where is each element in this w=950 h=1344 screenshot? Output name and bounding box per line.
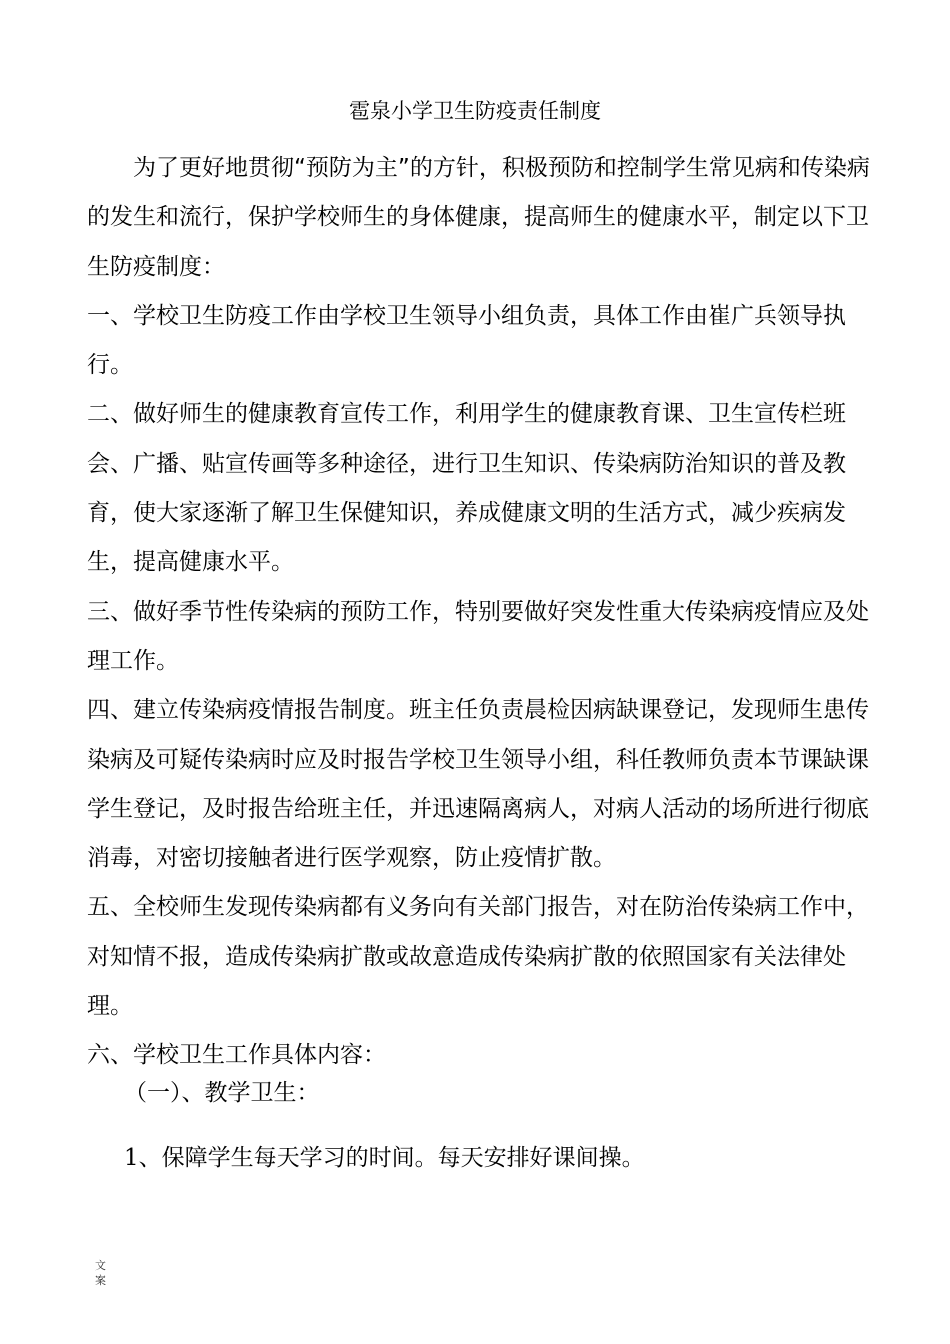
footer-mark: 文案 — [95, 1259, 106, 1287]
list-item — [124, 1136, 645, 1180]
section-paragraph: 四、建立传染病疫情报告制度。班主任负责晨检因病缺课登记，发现师生患传染病及可疑传染病时应及时报告学校卫生领导小组，科任教师负责本节课缺课学生登记，及时报告给班主任，并迅速隔离病人，对病人活动的场所进行彻底消毒，对密切接触者进行医学观察，防止疫情扩散。 — [87, 697, 869, 872]
intro-paragraph: 为了更好地贯彻“预防为主”的方针，积极预防和控制学生常见病和传染病的发生和流行，保护学校师生的身体健康，提高师生的健康水平，制定以下卫生防疫制度： — [87, 155, 870, 280]
section-paragraph: 一、学校卫生防疫工作由学校卫生领导小组负责，具体工作由崔广兵领导执行。 — [87, 302, 846, 379]
section-paragraph: 六、学校卫生工作具体内容： — [87, 1042, 386, 1069]
section-paragraph: 三、做好季节性传染病的预防工作，特别要做好突发性重大传染病疫情应及处理工作。 — [87, 598, 869, 674]
section-paragraph: 五、全校师生发现传染病都有义务向有关部门报告，对在防治传染病工作中，对知情不报，造成传染病扩散或故意造成传染病扩散的依照国家有关法律处理。 — [87, 894, 869, 1020]
list-item-text: 、保障学生每天学习的时间。每天安排好课间操。 — [138, 1145, 645, 1171]
document-body — [87, 144, 872, 1081]
document-title: 雹泉小学卫生防疫责任制度 — [349, 99, 601, 123]
subheading: （一）、教学卫生： — [124, 1080, 320, 1106]
section-paragraph: 二、做好师生的健康教育宣传工作，利用学生的健康教育课、卫生宣传栏班会、广播、贴宣传画等多种途径，进行卫生知识、传染病防治知识的普及教育，使大家逐渐了解卫生保健知识，养成健康文明的生活方式，减少疾病发生，提高健康水平。 — [87, 401, 846, 576]
list-item-number: 1 — [124, 1145, 139, 1171]
